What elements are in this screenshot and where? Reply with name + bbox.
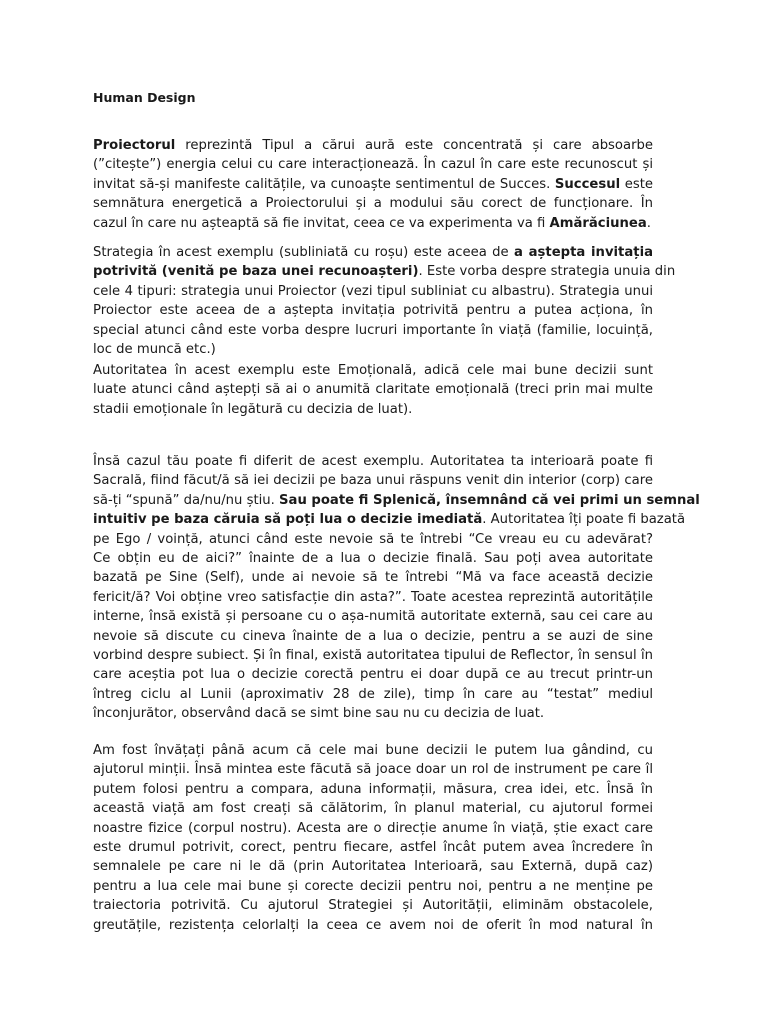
- paragraph-strategia: [93, 243, 676, 359]
- paragraph-autoritatea: [93, 361, 653, 419]
- text-line: [93, 857, 653, 876]
- text-line: [93, 646, 653, 665]
- text-line: [93, 549, 653, 568]
- text-segment: interne, însă există și persoane cu o așa-numită autoritate externă, sau cei care au: [93, 609, 653, 625]
- text-segment: care aceștia pot lua o decizie corectă pentru ei doar după ce au trecut printr-un: [93, 667, 653, 683]
- text-line: [93, 665, 653, 684]
- text-segment: este drumul potrivit, corect, pentru fiecare, astfel încât putem avea încredere în: [93, 839, 653, 855]
- text-line: [93, 361, 653, 380]
- text-line: [93, 838, 653, 857]
- bold-text: Amărăciunea: [549, 215, 647, 231]
- bold-text: potrivită (venită pe baza unei recunoașteri): [93, 264, 419, 280]
- text-segment: (”citește”) energia celui cu care interacționează. În cazul în care este recunoscut și: [93, 157, 653, 173]
- text-line: [93, 194, 653, 213]
- text-line: [93, 780, 653, 799]
- text-segment: Am fost învățați până acum că cele mai bune decizii le putem lua gândind, cu: [93, 743, 653, 758]
- text-segment: Ce obțin eu de aici?” înainte de a lua o decizie finală. Sau poți avea autoritate: [93, 550, 653, 566]
- bold-text: Succesul: [554, 176, 621, 192]
- text-line: [93, 588, 653, 607]
- text-segment: .: [646, 215, 651, 231]
- text-segment: Proiector este aceea de a aștepta invitația potrivită pentru a putea acționa, în: [93, 303, 653, 319]
- text-line: [93, 799, 653, 818]
- text-segment: ajutorul minții. Însă mintea este făcută să joace doar un rol de instrument pe care îl: [93, 762, 653, 778]
- text-segment: fericit/ă? Voi obține vreo satisfacție din asta?”. Toate acestea reprezintă autoritățile: [93, 589, 653, 605]
- text-line: [93, 741, 653, 760]
- text-segment: putem folosi pentru a compara, aduna informații, măsura, crea idei, etc. Însă în: [93, 781, 653, 797]
- text-line: [93, 340, 653, 359]
- text-line: [93, 301, 653, 320]
- text-line: [93, 262, 676, 281]
- text-segment: această viață am fost creați să călătorim, în planul material, cu ajutorul formei: [93, 801, 653, 817]
- text-segment: semnalele pe care ni le dă (prin Autoritatea Interioară, sau Externă, după caz): [93, 859, 653, 875]
- text-line: [93, 282, 653, 301]
- bold-text: Sau poate fi Splenică, însemnând că vei primi un semnal: [279, 492, 700, 508]
- text-segment: vorbind despre subiect. Și în final, există autoritatea tipului de Reflector, în sensul în: [93, 647, 653, 663]
- text-line: [93, 627, 653, 646]
- text-line: [93, 471, 653, 490]
- text-line: [93, 877, 653, 896]
- text-segment: să-ți “spună” da/nu/nu știu.: [93, 492, 280, 508]
- text-segment: Autoritatea în acest exemplu este Emoțională, adică cele mai bune decizii sunt: [93, 363, 653, 378]
- text-segment: cele 4 tipuri: strategia unui Proiector (vezi tipul subliniat cu albastru). Strategia unui: [93, 283, 653, 299]
- text-line: [93, 896, 653, 915]
- text-segment: nevoie să discute cu cineva înainte de a lua o decizie, pentru a se auzi de sine: [93, 628, 653, 644]
- text-line: [93, 175, 653, 194]
- text-line: [93, 243, 653, 262]
- text-line: [93, 568, 653, 587]
- text-line: [93, 491, 700, 510]
- text-segment: loc de muncă etc.): [93, 341, 216, 357]
- text-segment: invitat să-și manifeste calitățile, va cunoaște sentimentul de Succes.: [93, 176, 555, 192]
- text-segment: pentru a lua cele mai bune și corecte decizii pentru noi, pentru a ne menține pe: [93, 878, 653, 894]
- text-segment: . Autoritatea îți poate fi bazată: [482, 512, 686, 528]
- text-segment: reprezintă Tipul a cărui aură este concentrată și care absoarbe: [175, 138, 653, 153]
- text-line: [93, 155, 653, 174]
- text-segment: stadii emoționale în legătură cu decizia de luat).: [93, 401, 413, 417]
- text-segment: traiectoria potrivită. Cu ajutorul Strategiei și Autorității, eliminăm obstacolele,: [93, 898, 653, 914]
- page-title: Human Design: [93, 90, 196, 105]
- text-line: [93, 214, 653, 233]
- text-segment: Sacrală, fiind făcut/ă să iei decizii pe baza unui răspuns venit din interior (corp) care: [93, 473, 653, 489]
- text-segment: special atunci când este vorba despre lucruri importante în viață (familie, locuință,: [93, 322, 653, 338]
- text-segment: cazul în care nu așteaptă să fie invitat, ceea ce va experimenta va fi: [93, 215, 550, 231]
- text-segment: greutățile, rezistența celorlalți la ceea ce avem noi de oferit în mod natural în: [93, 917, 653, 933]
- bold-text: Proiectorul: [93, 138, 176, 153]
- text-line: [93, 452, 653, 471]
- text-line: [93, 400, 653, 419]
- text-segment: întreg ciclu al Lunii (aproximativ 28 de zile), timp în care au “testat” mediul: [93, 686, 653, 702]
- text-line: [93, 916, 653, 935]
- paragraph-cazul-tau: [93, 452, 700, 723]
- text-line: [93, 607, 653, 626]
- text-line: [93, 321, 653, 340]
- text-segment: înconjurător, observând dacă se simt bine sau nu cu decizia de luat.: [93, 706, 545, 722]
- bold-text: intuitiv pe baza căruia să poți lua o decizie imediată: [93, 512, 483, 528]
- text-segment: pe Ego / voință, atunci când este nevoie să te întrebi “Ce vreau eu cu adevărat?: [93, 531, 653, 547]
- text-line: [93, 760, 653, 779]
- text-line: [93, 685, 653, 704]
- text-segment: noastre fizice (corpul nostru). Acesta are o direcție anume în viață, știe exact care: [93, 820, 653, 836]
- text-line: [93, 380, 653, 399]
- text-segment: semnătura energetică a Proiectorului și a modului său corect de funcționare. În: [93, 196, 653, 212]
- text-line: [93, 530, 653, 549]
- text-line: [93, 510, 686, 529]
- text-line: [93, 136, 653, 155]
- paragraph-proiectorul: [93, 136, 653, 233]
- text-segment: este: [620, 176, 653, 192]
- text-line: [93, 819, 653, 838]
- text-segment: . Este vorba despre strategia unuia din: [418, 264, 676, 280]
- text-segment: Însă cazul tău poate fi diferit de acest exemplu. Autoritatea ta interioară poate fi: [93, 454, 653, 469]
- text-segment: luate atunci când aștepți să ai o anumită claritate emoțională (treci prin mai multe: [93, 382, 653, 398]
- text-line: [93, 704, 653, 723]
- bold-text: a aștepta invitația: [514, 245, 653, 260]
- text-segment: bazată pe Sine (Self), unde ai nevoie să te întrebi “Mă va face această decizie: [93, 570, 653, 586]
- paragraph-invatati: [93, 741, 653, 935]
- text-segment: Strategia în acest exemplu (subliniată cu roșu) este aceea de: [93, 245, 515, 260]
